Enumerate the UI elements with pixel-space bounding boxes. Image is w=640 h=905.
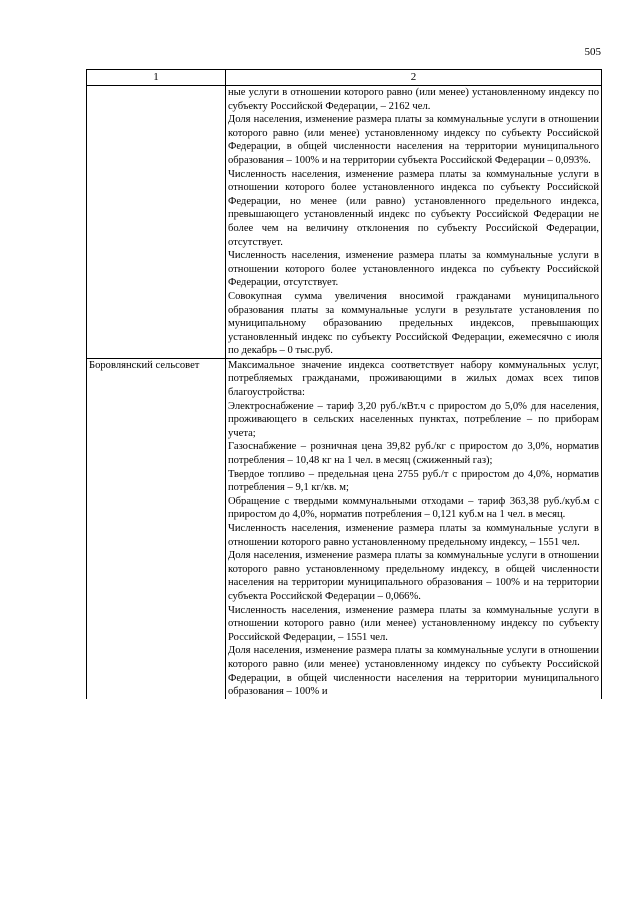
municipality-cell — [87, 358, 226, 698]
description-cell — [226, 86, 602, 359]
page-number: 505 — [584, 46, 601, 58]
paragraph: Доля населения, изменение размера платы за коммунальные услуги в отношении которого равно (или менее) установленному индексу по субъекту Российской Федерации, в общей численности населения на территории муниципального образования – 100% и на территории субъекта Российской Федерации – 0,093%. — [228, 114, 599, 166]
paragraph: Численность населения, изменение размера платы за коммунальные услуги в отношении которого равно (или менее) установленному индексу по субъекту Российской Федерации, – 1551 чел. — [228, 604, 599, 643]
document-table — [86, 69, 602, 699]
paragraph: Численность населения, изменение размера платы за коммунальные услуги в отношении которого более установленного индекса по субъекту Российской Федерации, но менее (или равно) установленного предельного индекса, превышающего установленный индекс по субъекту Российской Федерации не более чем на величину отклонения по субъекту Российской Федерации, отсутствует. — [228, 168, 599, 248]
paragraph: Численность населения, изменение размера платы за коммунальные услуги в отношении которого более установленного индекса по субъекту Российской Федерации, отсутствует. — [228, 250, 599, 289]
paragraph: Доля населения, изменение размера платы за коммунальные услуги в отношении которого равно установленному предельному индексу, в общей численности населения на территории муниципального образования – 100% и на территории субъекта Российской Федерации – 0,066%. — [228, 550, 599, 602]
column-header-2: 2 — [226, 70, 602, 86]
description-cell — [226, 358, 602, 698]
paragraph: ные услуги в отношении которого равно (или менее) установленному индексу по субъекту Российской Федерации, – 2162 чел. — [228, 87, 599, 112]
paragraph: Твердое топливо – предельная цена 2755 руб./т с приростом до 4,0%, норматив потребления – 9,1 кг/кв. м; — [228, 468, 599, 494]
paragraph: Обращение с твердыми коммунальными отходами – тариф 363,38 руб./куб.м с приростом до 4,0%, норматив потребления – 0,121 куб.м на 1 чел. в месяц. — [228, 495, 599, 521]
paragraph: Электроснабжение – тариф 3,20 руб./кВт.ч с приростом до 5,0% для населения, проживающего в сельских населенных пунктах, потребление – по приборам учета; — [228, 400, 599, 439]
paragraph: Газоснабжение – розничная цена 39,82 руб./кг с приростом до 3,0%, норматив потребления – 10,48 кг на 1 чел. в месяц (сжиженный газ); — [228, 441, 599, 467]
municipality-name: Боровлянский сельсовет — [89, 359, 200, 371]
municipality-cell — [87, 86, 226, 359]
table-header-row — [87, 70, 602, 86]
paragraph: Максимальное значение индекса соответствует набору коммунальных услуг, потребляемых гражданами, проживающими в жилых домах всех типов благоустройства: — [228, 359, 599, 399]
paragraph: Совокупная сумма увеличения вносимой гражданами муниципального образования платы за коммунальные услуги в результате установления по муниципальному образованию предельных индексов, превышающих установленный индекс по субъекту Российской Федерации, ежемесячно с июля по декабрь – 0 тыс.руб. — [228, 290, 599, 357]
table-row — [87, 86, 602, 359]
table-row — [87, 358, 602, 698]
column-header-1: 1 — [87, 70, 226, 86]
paragraph: Численность населения, изменение размера платы за коммунальные услуги в отношении которого равно установленному предельному индексу, – 1551 чел. — [228, 523, 599, 548]
paragraph: Доля населения, изменение размера платы за коммунальные услуги в отношении которого равно (или менее) установленному индексу по субъекту Российской Федерации, в общей численности населения на территории муниципального образования – 100% и — [228, 645, 599, 698]
